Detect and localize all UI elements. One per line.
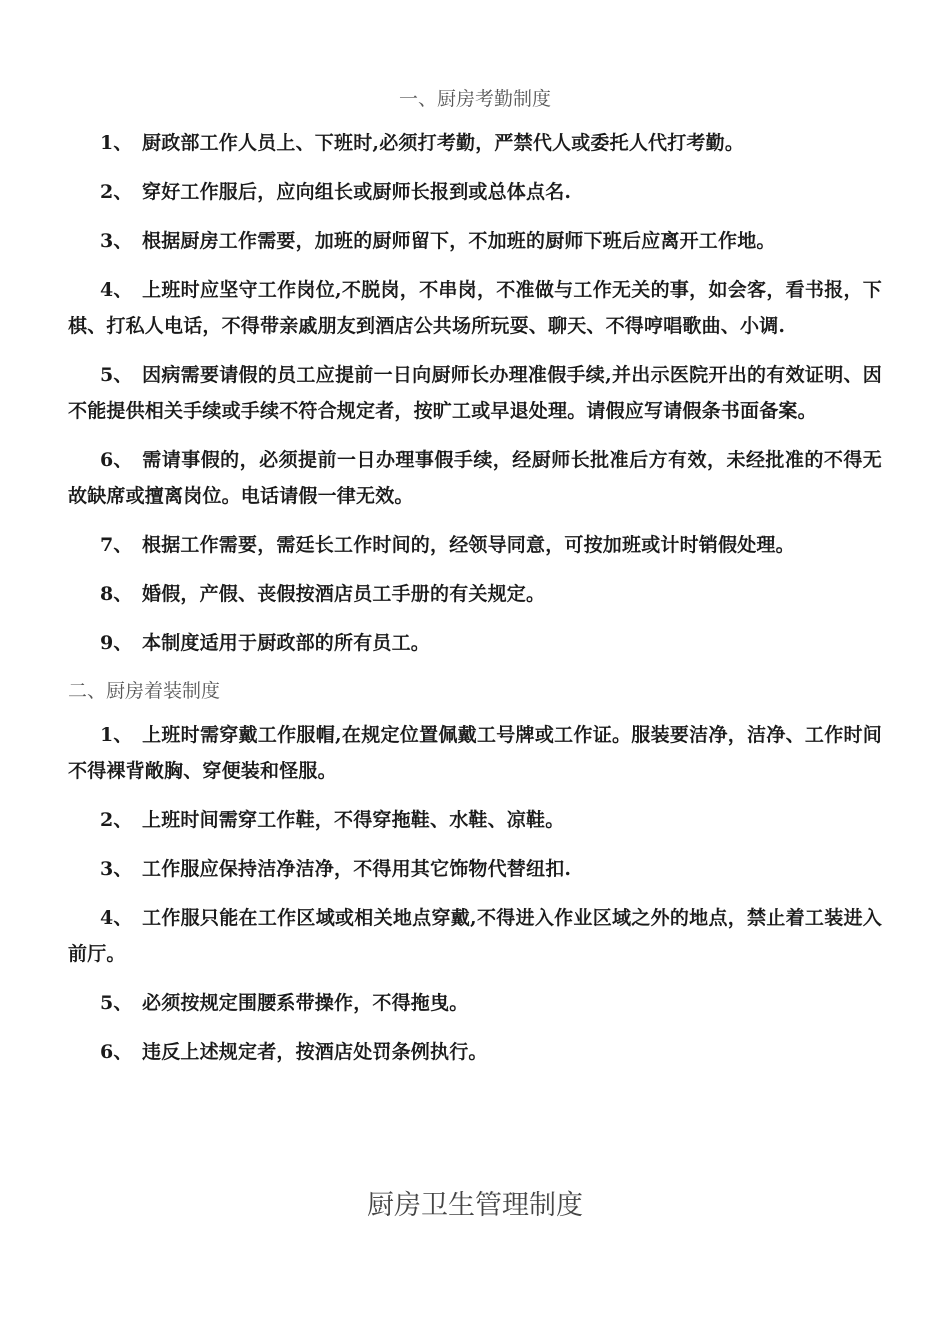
- list-item: [68, 1034, 882, 1070]
- list-item: [68, 851, 882, 887]
- list-item: [68, 442, 882, 514]
- item-number: 5、: [100, 364, 133, 386]
- item-number: 7、: [100, 534, 133, 556]
- list-item: [68, 802, 882, 838]
- item-text: 必须按规定围腰系带操作，不得拖曳。: [142, 992, 469, 1014]
- list-item: [68, 125, 882, 161]
- list-item: [68, 174, 882, 210]
- item-number: 5、: [100, 992, 133, 1014]
- section-heading-attendance: 一、厨房考勤制度: [398, 88, 551, 110]
- item-text: 厨政部工作人员上、下班时,必须打考勤，严禁代人或委托人代打考勤。: [142, 132, 745, 154]
- item-text: 根据工作需要，需廷长工作时间的，经领导同意，可按加班或计时销假处理。: [142, 534, 795, 556]
- item-number: 1、: [100, 132, 133, 154]
- item-number: 6、: [100, 1041, 133, 1063]
- item-text: 上班时需穿戴工作服帽,在规定位置佩戴工号牌或工作证。服装要洁净，洁净、工作时间不得裸背敞胸、穿便装和怪服。: [68, 724, 882, 782]
- item-text: 工作服应保持洁净洁净，不得用其它饰物代替纽扣.: [142, 858, 572, 880]
- list-item: [68, 272, 882, 344]
- item-number: 3、: [100, 230, 133, 252]
- item-text: 穿好工作服后，应向组长或厨师长报到或总体点名.: [142, 181, 572, 203]
- item-text: 本制度适用于厨政部的所有员工。: [142, 632, 431, 654]
- item-text: 上班时应坚守工作岗位,不脱岗，不串岗，不准做与工作无关的事，如会客，看书报，下棋、打私人电话，不得带亲戚朋友到酒店公共场所玩耍、聊天、不得哼唱歌曲、小调.: [68, 279, 882, 337]
- section-heading-hygiene: 厨房卫生管理制度: [367, 1190, 583, 1221]
- section-heading-dress-code: 二、厨房着装制度: [68, 680, 221, 702]
- item-number: 1、: [100, 724, 133, 746]
- item-number: 8、: [100, 583, 133, 605]
- item-number: 6、: [100, 449, 133, 471]
- list-item: [68, 900, 882, 972]
- list-item: [68, 357, 882, 429]
- list-item: [68, 985, 882, 1021]
- list-item: [68, 717, 882, 789]
- item-text: 违反上述规定者，按酒店处罚条例执行。: [142, 1041, 488, 1063]
- item-text: 婚假，产假、丧假按酒店员工手册的有关规定。: [142, 583, 546, 605]
- list-item: [68, 625, 882, 661]
- list-item: [68, 576, 882, 612]
- list-item: [68, 223, 882, 259]
- document-body: [68, 82, 882, 1083]
- item-number: 3、: [100, 858, 133, 880]
- item-text: 因病需要请假的员工应提前一日向厨师长办理准假手续,并出示医院开出的有效证明、因不能提供相关手续或手续不符合规定者，按旷工或早退处理。请假应写请假条书面备案。: [68, 364, 882, 422]
- item-number: 9、: [100, 632, 133, 654]
- list-item: [68, 527, 882, 563]
- item-number: 2、: [100, 809, 133, 831]
- item-text: 上班时间需穿工作鞋，不得穿拖鞋、水鞋、凉鞋。: [142, 809, 565, 831]
- item-text: 需请事假的，必须提前一日办理事假手续，经厨师长批准后方有效，未经批准的不得无故缺席或擅离岗位。电话请假一律无效。: [68, 449, 882, 507]
- item-text: 工作服只能在工作区域或相关地点穿戴,不得进入作业区域之外的地点，禁止着工装进入前厅。: [68, 907, 882, 965]
- item-number: 4、: [100, 279, 133, 301]
- item-text: 根据厨房工作需要，加班的厨师留下，不加班的厨师下班后应离开工作地。: [142, 230, 776, 252]
- item-number: 2、: [100, 181, 133, 203]
- item-number: 4、: [100, 907, 133, 929]
